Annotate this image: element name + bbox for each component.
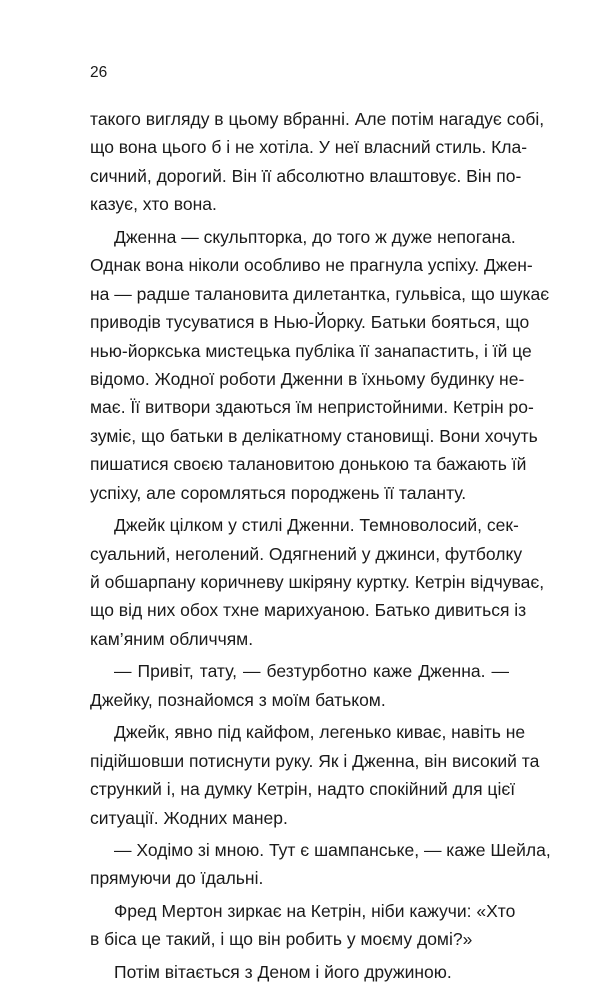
text-line: Однак вона ніколи особливо не прагнула успіху. Джен- <box>90 255 533 276</box>
text-line: й обшарпану коричневу шкіряну куртку. Кетрін відчуває, <box>90 572 545 592</box>
text-line: зуміє, що батьки в делікатному становищі. Вони хочуть <box>90 425 538 446</box>
paragraph <box>90 897 516 954</box>
text-line: приводів тусуватися в Нью-Йорку. Батьки бояться, що <box>90 312 530 333</box>
text-line: казує, хто вона. <box>90 194 217 215</box>
text-line: ситуації. Жодних манер. <box>90 807 288 828</box>
text-line: — Ходімо зі мною. Тут є шампанське, — каже Шейла, <box>114 839 551 860</box>
text-line: стрункий і, на думку Кетрін, надто спокійний для цієї <box>90 779 516 800</box>
text-line: сичний, дорогий. Він її абсолютно влаштовує. Він по- <box>90 165 522 186</box>
text-line: підійшовши потиснути руку. Як і Дженна, він високий та <box>90 750 540 771</box>
paragraph <box>90 657 509 714</box>
text-line: прямуючи до їдальні. <box>90 868 264 889</box>
paragraph <box>90 511 545 653</box>
text-line: має. Її витвори здаються їм непристойними. Кетрін ро- <box>90 397 534 418</box>
paragraph <box>90 718 540 832</box>
text-line: Джейк цілком у стилі Дженни. Темноволосий, сек- <box>114 515 519 536</box>
text-line: Джейк, явно під кайфом, легенько киває, навіть не <box>114 722 526 743</box>
text-line: нью-йоркська мистецька публіка її занапастить, і їй це <box>90 340 532 361</box>
text-line: такого вигляду в цьому вбранні. Але потім нагадує собі, <box>90 109 545 129</box>
paragraph <box>90 105 545 219</box>
text-line: Дженна — скульпторка, до того ж дуже непогана. <box>114 226 516 247</box>
paragraph <box>90 836 551 893</box>
paragraph <box>90 223 550 507</box>
paragraph <box>90 958 509 986</box>
text-line: пишатися своєю талановитою донькою та бажають їй <box>90 454 527 475</box>
text-line: в біса це такий, і що він робить у моєму домі?» <box>90 929 473 950</box>
text-line: на — радше талановита дилетантка, гульвіса, що шукає <box>90 283 550 304</box>
text-line: Фред Мертон зиркає на Кетрін, ніби кажучи: «Хто <box>114 900 516 921</box>
text-line: що вона цього б і не хотіла. У неї власний стиль. Кла- <box>90 137 528 158</box>
text-line: успіху, але соромляться породжень її таланту. <box>90 482 467 503</box>
text-line: Джейку, познайомся з моїм батьком. <box>90 689 386 710</box>
text-line: Потім вітається з Деном і його дружиною. <box>114 961 452 982</box>
text-line: — Привіт, тату, — безтурботно каже Дженна. — <box>114 661 509 682</box>
text-line: суальний, неголений. Одягнений у джинси, футболку <box>90 543 523 564</box>
page-number: 26 <box>90 64 108 81</box>
text-line: кам’яним обличчям. <box>90 628 254 649</box>
text-line: відомо. Жодної роботи Дженни в їхньому будинку не- <box>90 368 525 389</box>
text-line: що від них обох тхне марихуаною. Батько дивиться із <box>90 600 527 621</box>
body-text <box>90 105 551 986</box>
